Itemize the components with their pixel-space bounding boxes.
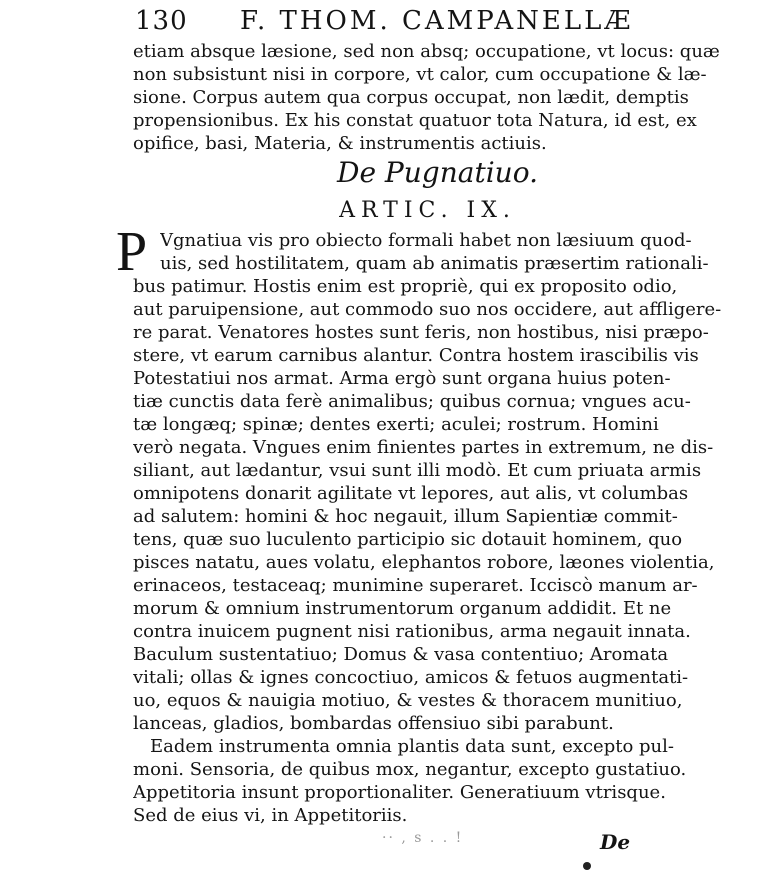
text-line: aut paruipensione, aut commodo suo nos occidere, aut affligere-	[133, 299, 722, 320]
section-title: De Pugnatiuo.	[337, 156, 538, 189]
text-line: tiæ cunctis data ferè animalibus; quibus cornua; vngues acu-	[133, 391, 691, 412]
text-line: etiam absque læsione, sed non absq; occupatione, vt locus: quæ	[133, 41, 720, 62]
text-line: re parat. Venatores hostes sunt feris, non hostibus, nisi præpo-	[133, 322, 709, 343]
text-line: Appetitoria insunt proportionaliter. Generatiuum vtrisque.	[133, 782, 666, 803]
text-line: Sed de eius vi, in Appetitoriis.	[133, 805, 408, 826]
text-line: stere, vt earum carnibus alantur. Contra hostem irascibilis vis	[133, 345, 699, 366]
bleed-through-marks: ·· , s . . !	[382, 830, 464, 846]
article-heading: ARTIC. IX.	[339, 198, 516, 223]
catchword: De	[600, 830, 631, 854]
text-line: siliant, aut lædantur, vsui sunt illi modò. Et cum priuata armis	[133, 460, 702, 481]
running-head-title: F. THOM. CAMPANELLÆ	[240, 6, 634, 36]
text-line: Vgnatiua vis pro obiecto formali habet non læsiuum quod-	[160, 230, 692, 251]
text-line: pisces natatu, aues volatu, elephantos robore, læones violentia,	[133, 552, 715, 573]
text-line: bus patimur. Hostis enim est propriè, qui ex proposito odio,	[133, 276, 678, 297]
text-line: sione. Corpus autem qua corpus occupat, non lædit, demptis	[133, 87, 689, 108]
text-line: ad salutem: homini & hoc negauit, illum Sapientiæ commit-	[133, 506, 678, 527]
text-line: morum & omnium instrumentorum organum addidit. Et ne	[133, 598, 672, 619]
text-line: moni. Sensoria, de quibus mox, negantur, excepto gustatiuo.	[133, 759, 687, 780]
text-line: verò negata. Vngues enim finientes partes in extremum, ne dis-	[133, 437, 714, 458]
running-header	[135, 4, 735, 40]
text-line: Eadem instrumenta omnia plantis data sunt, excepto pul-	[150, 736, 674, 757]
text-line: vitali; ollas & ignes concoctiuo, amicos & fetuos augmentati-	[133, 667, 689, 688]
text-line: contra inuicem pugnent nisi rationibus, arma negauit innata.	[133, 621, 691, 642]
drop-capital: P	[116, 221, 148, 283]
text-line: uis, sed hostilitatem, quam ab animatis præsertim rationali-	[160, 253, 709, 274]
text-line: omnipotens donarit agilitate vt lepores, aut alis, vt columbas	[133, 483, 689, 504]
text-line: opifice, basi, Materia, & instrumentis actiuis.	[133, 133, 547, 154]
page-number: 130	[135, 6, 188, 36]
article-heading-row	[0, 198, 765, 223]
text-line: tens, quæ suo luculento participio sic dotauit hominem, quo	[133, 529, 683, 550]
text-line: uo, equos & nauigia motiuo, & vestes & thoracem munitiuo,	[133, 690, 683, 711]
text-line: propensionibus. Ex his constat quatuor tota Natura, id est, ex	[133, 110, 697, 131]
text-line: lanceas, gladios, bombardas offensiuo sibi parabunt.	[133, 713, 614, 734]
section-title-row	[0, 156, 765, 189]
text-line: erinaceos, testaceaq; munimine superaret. Icciscò manum ar-	[133, 575, 698, 596]
text-line: tæ longæq; spinæ; dentes exerti; aculei; rostrum. Homini	[133, 414, 659, 435]
ink-dot	[583, 862, 591, 870]
text-line: Potestatiui nos armat. Arma ergò sunt organa huius poten-	[133, 368, 671, 389]
text-line: non subsistunt nisi in corpore, vt calor, cum occupatione & læ-	[133, 64, 707, 85]
text-line: Baculum sustentatiuo; Domus & vasa contentiuo; Aromata	[133, 644, 669, 665]
